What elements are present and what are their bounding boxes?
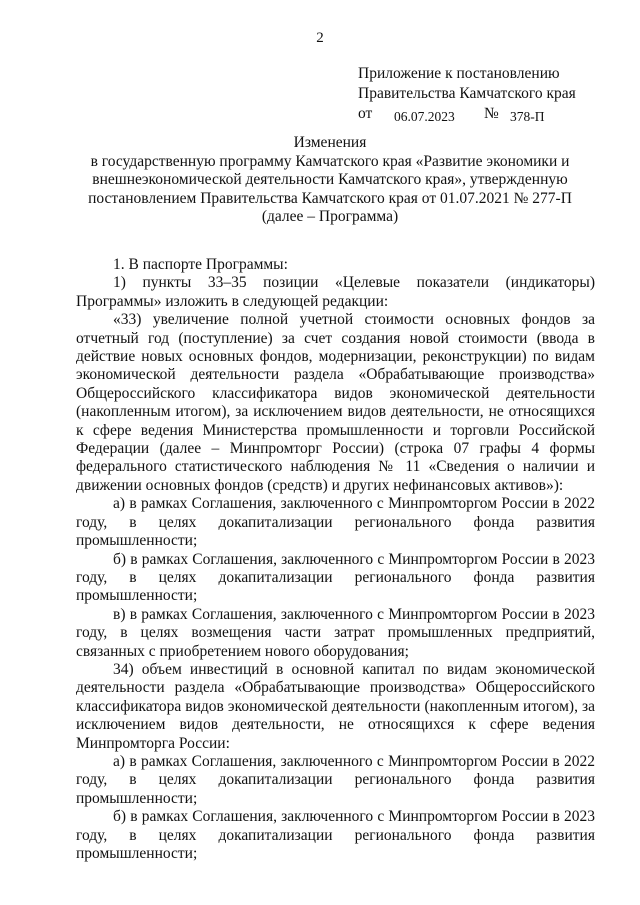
- page-number: 2: [316, 30, 324, 46]
- title-line-3: внешнеэкономической деятельности Камчатского края», утвержденную: [92, 171, 568, 188]
- paragraph-passport: 1. В паспорте Программы:: [113, 256, 288, 273]
- appendix-line-2: Правительства Камчатского края: [358, 85, 576, 102]
- paragraph-item-1: 1) пункты 33–35 позиции «Целевые показатели (индикаторы) Программы» изложить в следующей редакции:: [76, 274, 595, 310]
- paragraph-33-a: а) в рамках Соглашения, заключенного с Минпромторгом России в 2022 году, в целях докапитализации регионального фонда развития промышленности;: [76, 495, 595, 550]
- appendix-number: 378-П: [510, 109, 545, 124]
- paragraph-point-34: 34) объем инвестиций в основной капитал по видам экономической деятельности раздела «Обрабатывающие производства» Общероссийского классификатора видов экономической деятельности (накопленным итогом), за исключением видов деятельности, не относящихся к сфере ведения Минпромторга России:: [76, 660, 595, 752]
- paragraph-34-a: а) в рамках Соглашения, заключенного с Минпромторгом России в 2022 году, в целях докапитализации регионального фонда развития промышленности;: [76, 752, 595, 807]
- title-line-5: (далее – Программа): [261, 208, 399, 225]
- paragraph-33-b: б) в рамках Соглашения, заключенного с Минпромторгом России в 2023 году, в целях докапитализации регионального фонда развития промышленности;: [76, 550, 595, 605]
- paragraph-point-33: «33) увеличение полной учетной стоимости основных фондов за отчетный год (поступление) за счет создания новой стоимости (ввода в действие новых основных фондов, модернизации, реконструкции) по видам экономической деятельности раздела «Обрабатывающие производства» Общероссийского классификатора видов экономической деятельности (накопленным итогом), за исключением видов деятельности, не относящихся к сфере ведения Министерства промышленности и торговли Российской Федерации (далее – Минпромторг России) (строка 07 графы 4 формы федерального статистического наблюдения № 11 «Сведения о наличии и движении основных фондов (средств) и других нефинансовых активов»):: [76, 311, 595, 494]
- paragraph-34-b: б) в рамках Соглашения, заключенного с Минпромторгом России в 2023 году, в целях докапитализации регионального фонда развития промышленности;: [76, 808, 595, 862]
- appendix-from-label: от: [358, 105, 373, 122]
- title-line-2: в государственную программу Камчатского края «Развитие экономики и: [90, 152, 570, 170]
- document-title: [80, 134, 580, 227]
- paragraph-33-c: в) в рамках Соглашения, заключенного с Минпромторгом России в 2023 году, в целях возмещения части затрат промышленных предприятий, связанных с приобретением нового оборудования;: [76, 605, 595, 660]
- appendix-meta: [358, 104, 576, 126]
- appendix-header: [358, 64, 576, 126]
- document-body: [76, 256, 595, 863]
- title-line-1: Изменения: [293, 134, 367, 151]
- title-line-4: постановлением Правительства Камчатского края от 01.07.2021 № 277-П: [88, 189, 572, 207]
- appendix-line-1: Приложение к постановлению: [358, 65, 560, 82]
- appendix-number-sign: №: [484, 105, 499, 122]
- appendix-date: 06.07.2023: [394, 109, 455, 124]
